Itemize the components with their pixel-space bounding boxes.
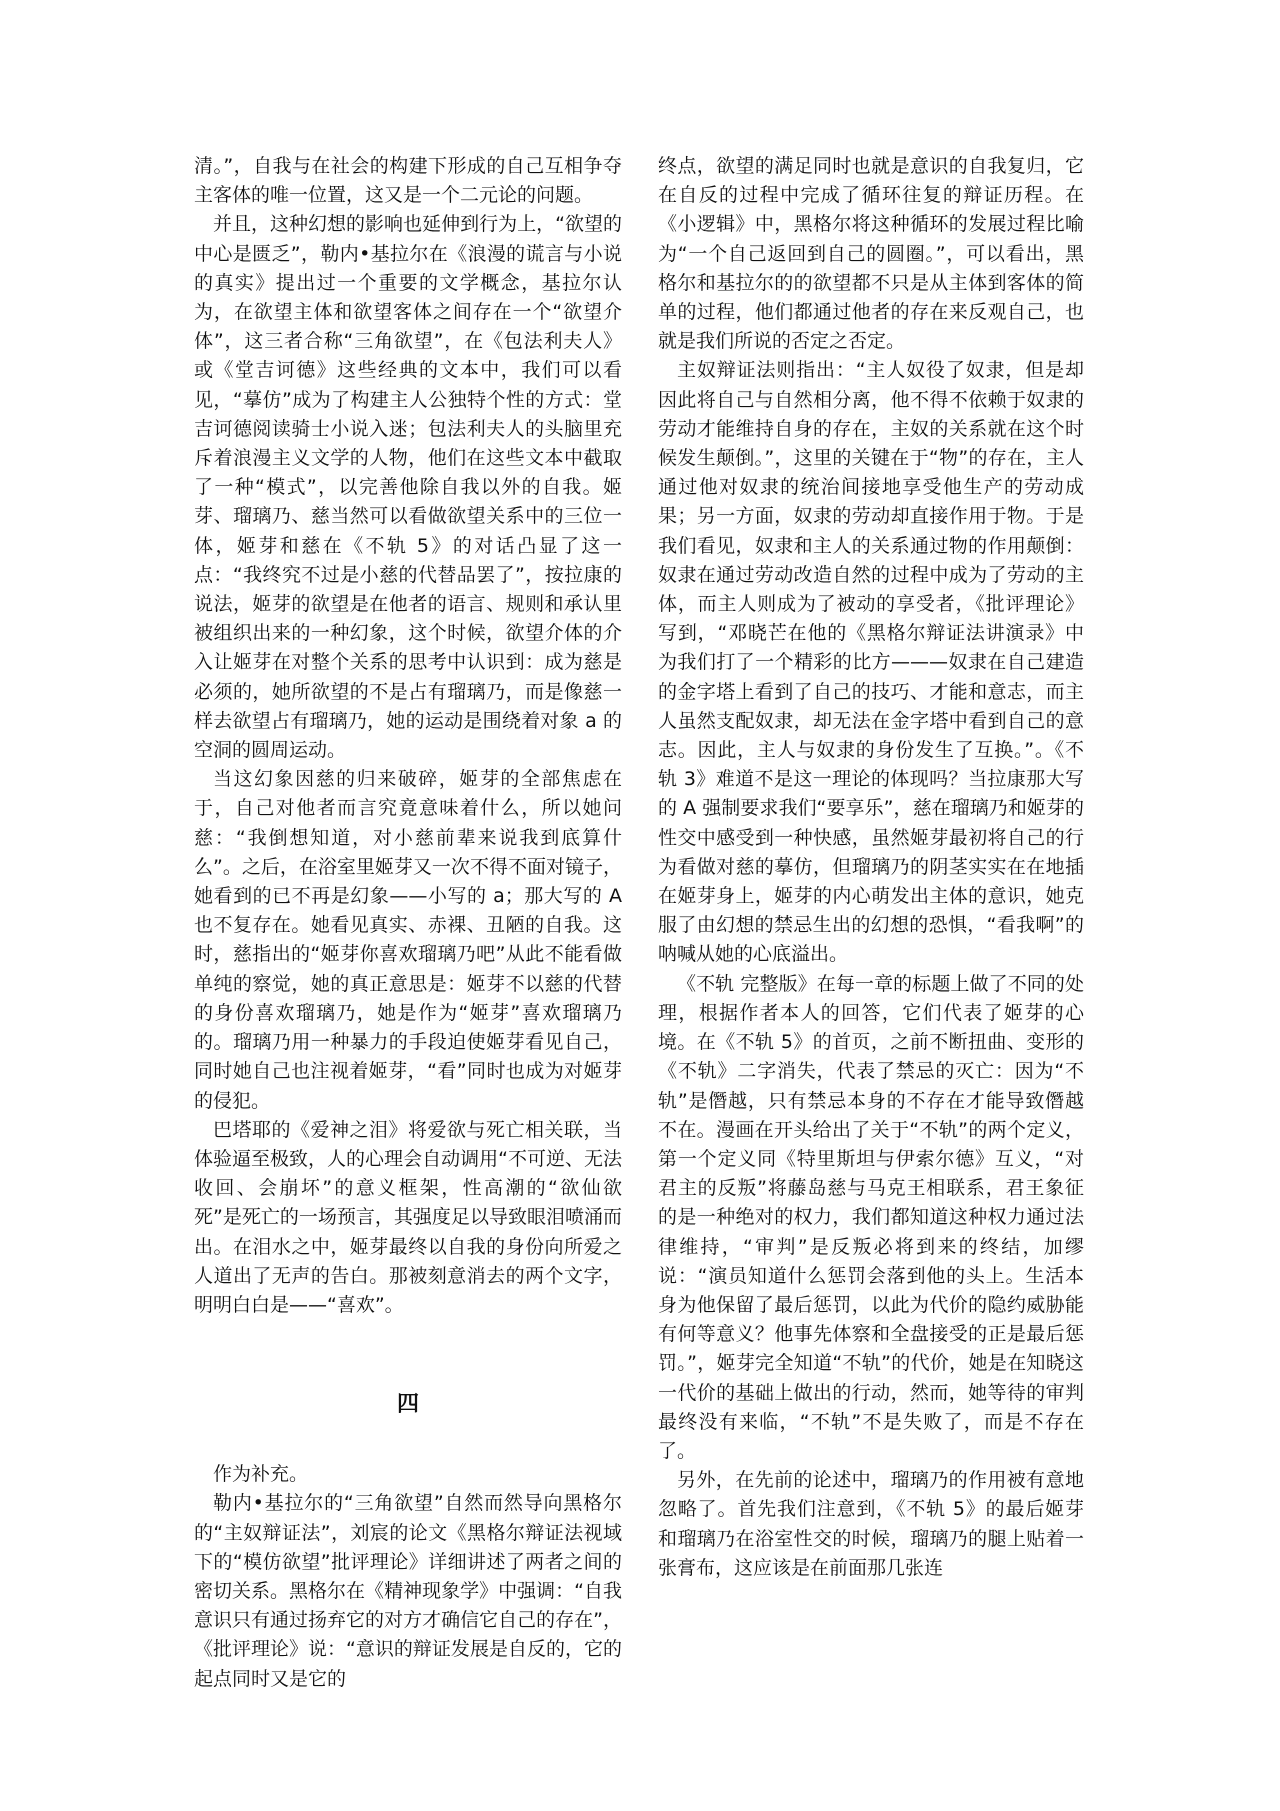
section-heading: 四	[396, 1392, 419, 1418]
left-column	[194, 152, 622, 1694]
paragraph: 作为补充。	[213, 1463, 309, 1486]
paragraph: 主奴辩证法则指出：“主人奴役了奴隶，但是却因此将自己与自然相分离，他不得不依赖于奴隶的劳动才能维持自身的存在，主奴的关系就在这个时候发生颠倒。”，这里的关键在于“物”的存在，主人通过他对奴隶的统治间接地享受他生产的劳动成果；另一方面，奴隶的劳动却直接作用于物。于是我们看见，奴隶和主人的关系通过物的作用颠倒：奴隶在通过劳动改造自然的过程中成为了劳动的主体，而主人则成为了被动的享受者，《批评理论》写到，“邓晓芒在他的《黑格尔辩证法讲演录》中为我们打了一个精彩的比方———奴隶在自己建造的金字塔上看到了自己的技巧、才能和意志，而主人虽然支配奴隶，却无法在金字塔中看到自己的意志。因此，主人与奴隶的身份发生了互换。”。《不轨 3》难道不是这一理论的体现吗？当拉康那大写的 A 强制要求我们“要享乐”，慈在瑠璃乃和姬芽的性交中感受到一种快感，虽然姬芽最初将自己的行为看做对慈的摹仿，但瑠璃乃的阴茎实实在在地插在姬芽身上，姬芽的内心萌发出主体的意识，她克服了由幻想的禁忌生出的幻想的恐惧，“看我啊”的呐喊从她的心底溢出。	[658, 359, 1084, 966]
right-column	[658, 152, 1084, 1583]
paragraph: 勒内•基拉尔的“三角欲望”自然而然导向黑格尔的“主奴辩证法”，刘宸的论文《黑格尔辩证法视域下的“模仿欲望”批评理论》详细讲述了两者之间的密切关系。黑格尔在《精神现象学》中强调：“自我意识只有通过扬弃它的对方才确信它自己的存在”，《批评理论》说：“意识的辩证发展是自反的，它的起点同时又是它的	[194, 1492, 622, 1690]
paragraph-continuation: 终点，欲望的满足同时也就是意识的自我复归，它在自反的过程中完成了循环往复的辩证历程。在《小逻辑》中，黑格尔将这种循环的发展过程比喻为“一个自己返回到自己的圆圈。”，可以看出，黑格尔和基拉尔的的欲望都不只是从主体到客体的简单的过程，他们都通过他者的存在来反观自己，也就是我们所说的否定之否定。	[658, 155, 1084, 353]
paragraph: 并且，这种幻想的影响也延伸到行为上，“欲望的中心是匮乏”，勒内•基拉尔在《浪漫的谎言与小说的真实》提出过一个重要的文学概念，基拉尔认为，在欲望主体和欲望客体之间存在一个“欲望介体”，这三者合称“三角欲望”，在《包法利夫人》或《堂吉诃德》这些经典的文本中，我们可以看见，“摹仿”成为了构建主人公独特个性的方式：堂吉诃德阅读骑士小说入迷；包法利夫人的头脑里充斥着浪漫主义文学的人物，他们在这些文本中截取了一种“模式”，以完善他除自我以外的自我。姬芽、瑠璃乃、慈当然可以看做欲望关系中的三位一体，姬芽和慈在《不轨 5》的对话凸显了这一点：“我终究不过是小慈的代替品罢了”，按拉康的说法，姬芽的欲望是在他者的语言、规则和承认里被组织出来的一种幻象，这个时候，欲望介体的介入让姬芽在对整个关系的思考中认识到：成为慈是必须的，她所欲望的不是占有瑠璃乃，而是像慈一样去欲望占有瑠璃乃，她的运动是围绕着对象 a 的空洞的圆周运动。	[194, 213, 622, 762]
paragraph: 巴塔耶的《爱神之泪》将爱欲与死亡相关联，当体验逼至极致，人的心理会自动调用“不可逆、无法收回、会崩坏”的意义框架，性高潮的“欲仙欲死”是死亡的一场预言，其强度足以导致眼泪喷涌而出。在泪水之中，姬芽最终以自我的身份向所爱之人道出了无声的告白。那被刻意消去的两个文字，明明白白是——“喜欢”。	[194, 1118, 622, 1316]
paragraph: 当这幻象因慈的归来破碎，姬芽的全部焦虑在于，自己对他者而言究竟意味着什么，所以她问慈：“我倒想知道，对小慈前辈来说我到底算什么”。之后，在浴室里姬芽又一次不得不面对镜子，她看到的已不再是幻象——小写的 a；那大写的 A 也不复存在。她看见真实、赤裸、丑陋的自我。这时，慈指出的“姬芽你喜欢瑠璃乃吧”从此不能看做单纯的察觉，她的真正意思是：姬芽不以慈的代替的身份喜欢瑠璃乃，她是作为“姬芽”喜欢瑠璃乃的。瑠璃乃用一种暴力的手段迫使姬芽看见自己，同时她自己也注视着姬芽，“看”同时也成为对姬芽的侵犯。	[194, 768, 622, 1112]
paragraph: 另外，在先前的论述中，瑠璃乃的作用被有意地忽略了。首先我们注意到，《不轨 5》的最后姬芽和瑠璃乃在浴室性交的时候，瑠璃乃的腿上贴着一张膏布，这应该是在前面那几张连	[658, 1469, 1084, 1579]
paragraph-continuation: 清。”，自我与在社会的构建下形成的自己互相争夺主客体的唯一位置，这又是一个二元论的问题。	[194, 155, 622, 207]
paragraph: 《不轨 完整版》在每一章的标题上做了不同的处理，根据作者本人的回答，它们代表了姬芽的心境。在《不轨 5》的首页，之前不断扭曲、变形的《不轨》二字消失，代表了禁忌的灭亡：因为“不轨”是僭越，只有禁忌本身的不存在才能导致僭越不在。漫画在开头给出了关于“不轨”的两个定义，第一个定义同《特里斯坦与伊索尔德》互义，“对君主的反叛”将藤岛慈与马克王相联系，君王象征的是一种绝对的权力，我们都知道这种权力通过法律维持，“审判”是反叛必将到来的终结，加缪说：“演员知道什么惩罚会落到他的头上。生活本身为他保留了最后惩罚，以此为代价的隐约威胁能有何等意义？他事先体察和全盘接受的正是最后惩罚。”，姬芽完全知道“不轨”的代价，她是在知晓这一代价的基础上做出的行动，然而，她等待的审判最终没有来临，“不轨”不是失败了，而是不存在了。	[658, 972, 1084, 1462]
